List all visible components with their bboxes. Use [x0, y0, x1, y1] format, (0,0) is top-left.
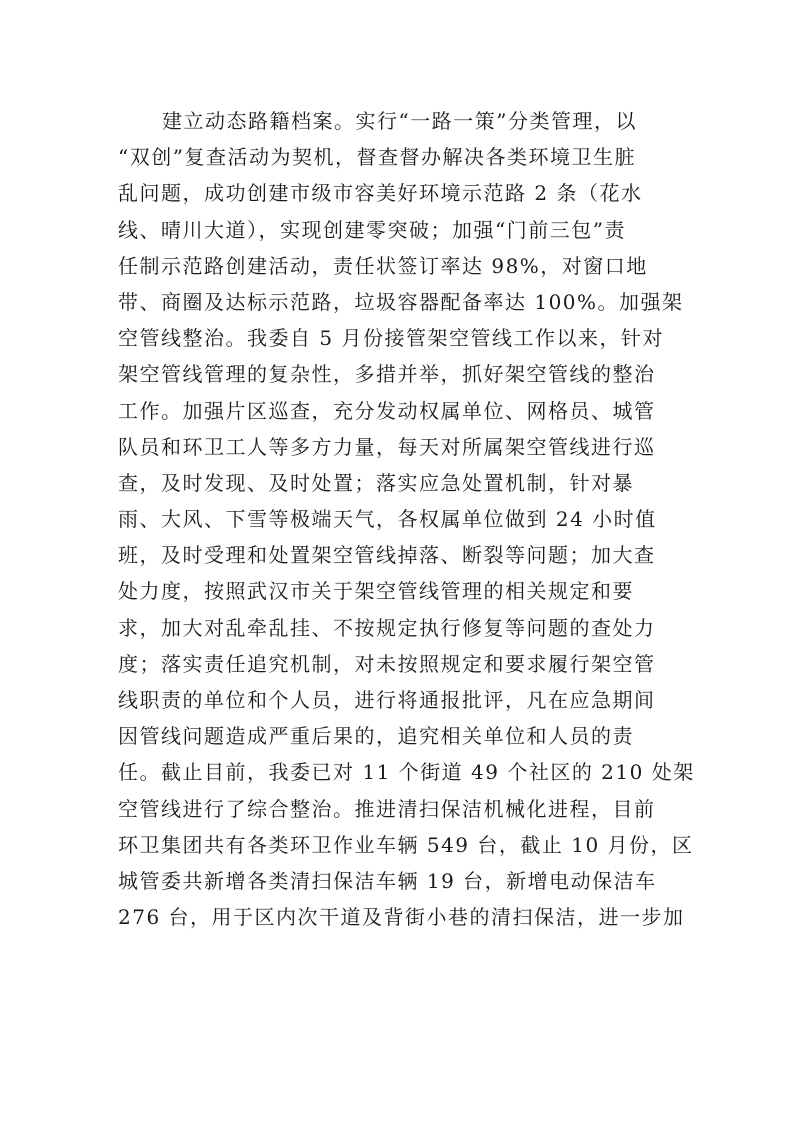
text-line: 带、商圈及达标示范路，垃圾容器配备率达 100%。加强架: [118, 289, 684, 314]
text-line: 任制示范路创建活动，责任状签订率达 98%，对窗口地: [118, 253, 648, 278]
text-line: 建立动态路籍档案。实行“一路一策”分类管理，以: [162, 109, 637, 133]
text-line: 线职责的单位和个人员，进行将通报批评，凡在应急期间: [118, 688, 656, 712]
text-line: 线、晴川大道），实现创建零突破；加强“门前三包”责: [118, 217, 626, 242]
text-line: “双创”复查活动为契机，督查督办解决各类环境卫生脏: [118, 145, 636, 170]
text-line: 因管线问题造成严重后果的，追究相关单位和人员的责: [118, 724, 634, 749]
text-line: 空管线整治。我委自 5 月份接管架空管线工作以来，针对: [118, 326, 664, 351]
text-line: 处力度，按照武汉市关于架空管线管理的相关规定和要: [118, 579, 634, 604]
body-paragraph: [118, 103, 695, 935]
text-line: 队员和环卫工人等多方力量，每天对所属架空管线进行巡: [118, 434, 656, 459]
text-line: 276 台，用于区内次干道及背街小巷的清扫保洁，进一步加: [118, 905, 685, 930]
text-line: 环卫集团共有各类环卫作业车辆 549 台，截止 10 月份，区: [118, 832, 694, 857]
text-line: 乱问题，成功创建市级市容美好环境示范路 2 条（花水: [118, 181, 643, 206]
text-line: 空管线进行了综合整治。推进清扫保洁机械化进程，目前: [118, 796, 656, 821]
text-line: 架空管线管理的复杂性，多措并举，抓好架空管线的整治: [118, 362, 656, 387]
text-line: 雨、大风、下雪等极端天气，各权属单位做到 24 小时值: [118, 507, 657, 532]
text-line: 工作。加强片区巡查，充分发动权属单位、网格员、城管: [118, 398, 656, 423]
text-line: 城管委共新增各类清扫保洁车辆 19 台，新增电动保洁车: [118, 868, 657, 893]
text-line: 查，及时发现、及时处置；落实应急处置机制，针对暴: [118, 470, 634, 495]
text-line: 求，加大对乱牵乱挂、不按规定执行修复等问题的查处力: [118, 615, 656, 640]
text-line: 任。截止目前，我委已对 11 个街道 49 个社区的 210 处架: [118, 760, 695, 785]
text-line: 班，及时受理和处置架空管线掉落、断裂等问题；加大查: [118, 543, 656, 568]
text-line: 度；落实责任追究机制，对未按照规定和要求履行架空管: [118, 651, 656, 676]
